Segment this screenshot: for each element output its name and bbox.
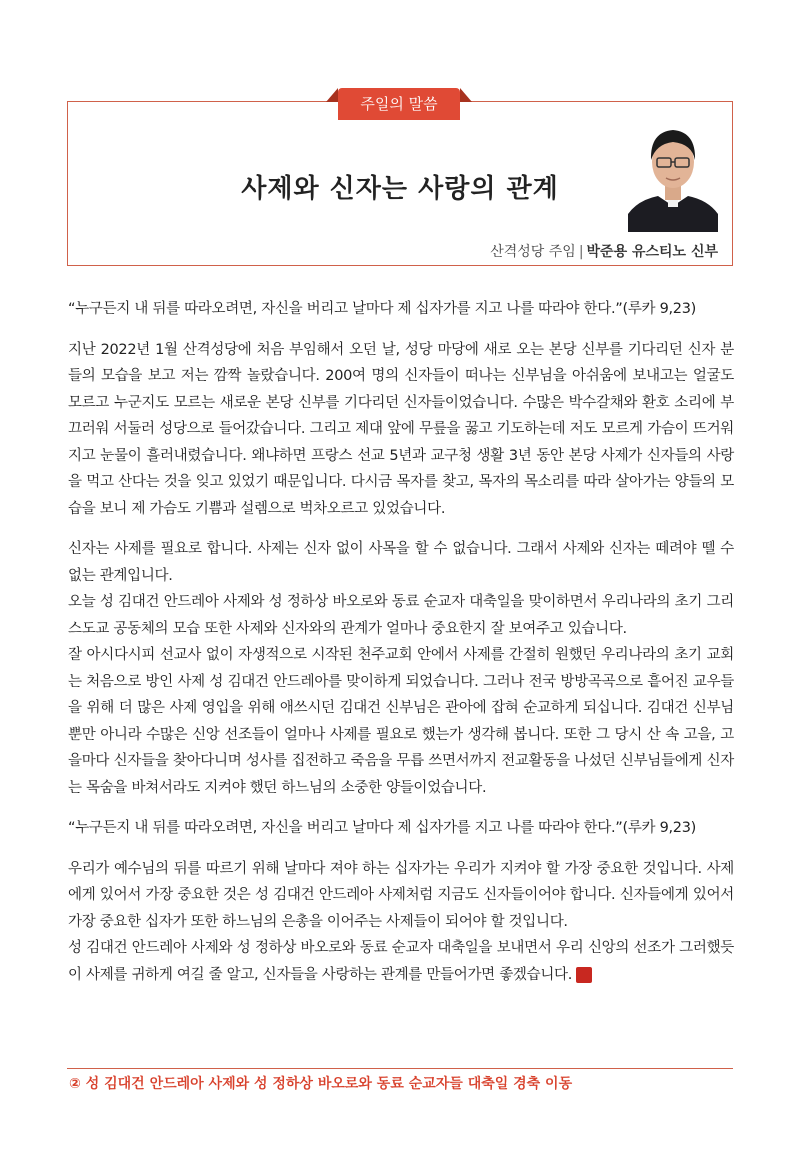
tab-fold-left — [326, 88, 338, 102]
quote-paragraph: “누구든지 내 뒤를 따라오려면, 자신을 버리고 날마다 제 십자가를 지고 나를 따라야 한다.”(루카 9,23) — [68, 301, 697, 317]
article-body — [68, 296, 734, 988]
closing-paragraph — [68, 935, 734, 988]
byline — [490, 241, 718, 261]
section-tab: 주일의 말씀 — [338, 88, 460, 120]
body-paragraph: 신자는 사제를 필요로 합니다. 사제는 신자 없이 사목을 할 수 없습니다. 그래서 사제와 신자는 떼려야 뗄 수 없는 관계입니다. — [68, 541, 734, 584]
byline-name: 박준용 유스티노 신부 — [586, 244, 718, 260]
body-paragraph: 지난 2022년 1월 산격성당에 처음 부임해서 오던 날, 성당 마당에 새로 오는 본당 신부를 기다리던 신자 분들의 모습을 보고 저는 깜짝 놀랐습니다. 200여 명의 신자들이 떠나는 신부님을 아쉬움에 보내고는 얼굴도 모르고 누군지도 모르는 새로운 본당 신부를 기다리던 신자들이었습니다. 수많은 박수갈채와 환호 소리에 부끄러워 서둘러 성당으로 들어갔습니다. 그리고 제대 앞에 무릎을 꿇고 기도하는데 저도 모르게 가슴이 뜨거워지고 눈물이 흘러내렸습니다. 왜냐하면 프랑스 선교 5년과 교구청 생활 3년 동안 본당 사제가 신자들의 사랑을 먹고 산다는 것을 잊고 있었기 때문입니다. 다시금 목자를 찾고, 목자의 목소리를 따라 살아가는 양들의 모습을 보니 제 가슴도 기쁨과 설렘으로 벅차오르고 있었습니다. — [68, 341, 734, 517]
footer-note: ② 성 김대건 안드레아 사제와 성 정하상 바오로와 동료 순교자들 대축일 경축 이동 — [69, 1076, 573, 1092]
closing-text: 성 김대건 안드레아 사제와 성 정하상 바오로와 동료 순교자 대축일을 보내면서 우리 신앙의 선조가 그러했듯이 사제를 귀하게 여길 줄 알고, 신자들을 사랑하는 관계를 만들어가면 좋겠습니다. — [68, 940, 734, 983]
portrait-image — [628, 118, 718, 232]
footer-divider — [67, 1068, 733, 1069]
body-paragraph: 잘 아시다시피 선교사 없이 자생적으로 시작된 천주교회 안에서 사제를 간절히 원했던 우리나라의 초기 교회는 처음으로 방인 사제 성 김대건 안드레아를 맞이하게 되었습니다. 그러나 전국 방방곡곡으로 흩어진 교우들을 위해 더 많은 사제 영입을 위해 애쓰시던 김대건 신부님은 관아에 잡혀 순교하게 되십니다. 김대건 신부님뿐만 아니라 수많은 신앙 선조들이 얼마나 사제를 필요로 했는가 생각해 봅니다. 또한 그 당시 산 속 고을, 고을마다 신자들을 찾아다니며 성사를 집전하고 죽음을 무릅 쓰면서까지 전교활동을 나섰던 신부님들에게 신자는 목숨을 바쳐서라도 지켜야 했던 하느님의 소중한 양들이었습니다. — [68, 647, 734, 796]
seal-stamp-icon — [576, 967, 592, 983]
quote-paragraph: “누구든지 내 뒤를 따라오려면, 자신을 버리고 날마다 제 십자가를 지고 나를 따라야 한다.”(루카 9,23) — [68, 820, 697, 836]
byline-role: 산격성당 주임 — [490, 244, 576, 260]
byline-separator: | — [578, 244, 584, 260]
article-title: 사제와 신자는 사랑의 관계 — [241, 174, 559, 204]
author-photo — [628, 118, 718, 232]
body-paragraph: 오늘 성 김대건 안드레아 사제와 성 정하상 바오로와 동료 순교자 대축일을 맞이하면서 우리나라의 초기 그리스도교 공동체의 모습 또한 사제와 신자와의 관계가 얼마나 중요한지 잘 보여주고 있습니다. — [68, 594, 734, 637]
tab-fold-right — [460, 88, 472, 102]
body-paragraph: 우리가 예수님의 뒤를 따르기 위해 날마다 져야 하는 십자가는 우리가 지켜야 할 가장 중요한 것입니다. 사제에게 있어서 가장 중요한 것은 성 김대건 안드레아 사제처럼 지금도 신자들이어야 합니다. 신자들에게 있어서 가장 중요한 십자가 또한 하느님의 은총을 이어주는 사제들이 되어야 할 것입니다. — [68, 860, 734, 930]
